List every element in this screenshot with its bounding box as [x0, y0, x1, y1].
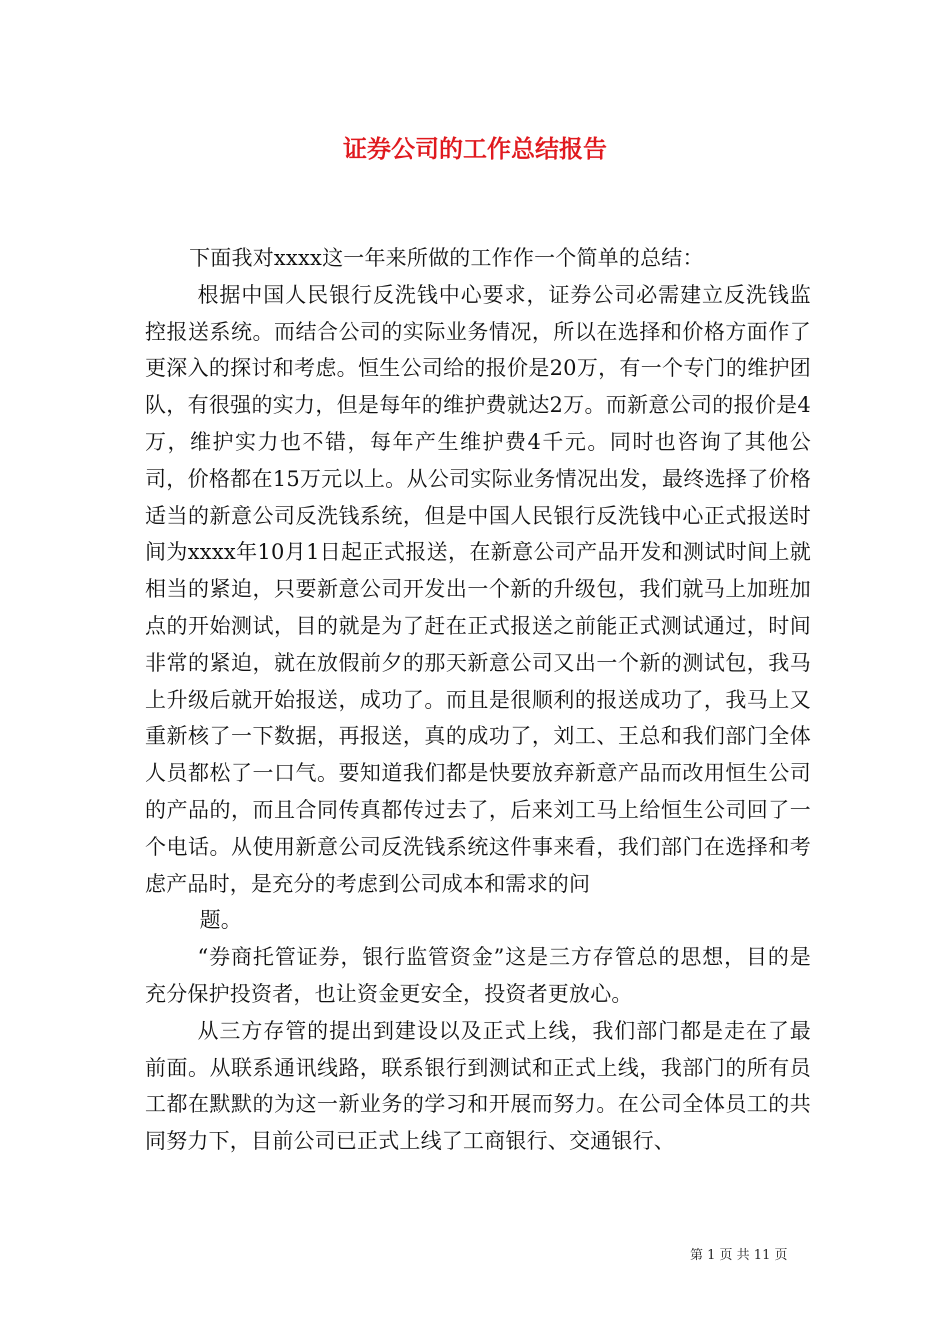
paragraph-anti-money-laundering: 根据中国人民银行反洗钱中心要求，证券公司必需建立反洗钱监控报送系统。而结合公司的实际业务情况，所以在选择和价格方面作了更深入的探讨和考虑。恒生公司给的报价是20万，有一个专门的维护团队，有很强的实力，但是每年的维护费就达2万。而新意公司的报价是4万，维护实力也不错，每年产生维护费4千元。同时也咨询了其他公司，价格都在15万元以上。从公司实际业务情况出发，最终选择了价格适当的新意公司反洗钱系统，但是中国人民银行反洗钱中心正式报送时间为xxxx年10月1日起正式报送，在新意公司产品开发和测试时间上就相当的紧迫，只要新意公司开发出一个新的升级包，我们就马上加班加点的开始测试，目的就是为了赶在正式报送之前能正式测试通过，时间非常的紧迫，就在放假前夕的那天新意公司又出一个新的测试包，我马上升级后就开始报送，成功了。而且是很顺利的报送成功了，我马上又重新核了一下数据，再报送，真的成功了，刘工、王总和我们部门全体人员都松了一口气。要知道我们都是快要放弃新意产品而改用恒生公司的产品的，而且合同传真都传过去了，后来刘工马上给恒生公司回了一个电话。从使用新意公司反洗钱系统这件事来看，我们部门在选择和考虑产品时，是充分的考虑到公司成本和需求的问	[145, 282, 811, 896]
paragraph-continuation: 题。	[199, 908, 242, 933]
paragraph-third-party-custody-launch: 从三方存管的提出到建设以及正式上线，我们部门都是走在了最前面。从联系通讯线路，联系银行到测试和正式上线，我部门的所有员工都在默默的为这一新业务的学习和开展而努力。在公司全体员工的共同努力下，目前公司已正式上线了工商银行、交通银行、	[145, 1018, 811, 1154]
document-title: 证券公司的工作总结报告	[343, 134, 607, 163]
document-body	[145, 240, 811, 1160]
paragraph-intro: 下面我对xxxx这一年来所做的工作作一个简单的总结：	[189, 246, 704, 270]
paragraph-third-party-custody-principle: “券商托管证券，银行监管资金”这是三方存管总的思想，目的是充分保护投资者，也让资金更安全，投资者更放心。	[145, 945, 811, 1006]
page-number-footer: 第 1 页 共 11 页	[690, 1248, 788, 1263]
